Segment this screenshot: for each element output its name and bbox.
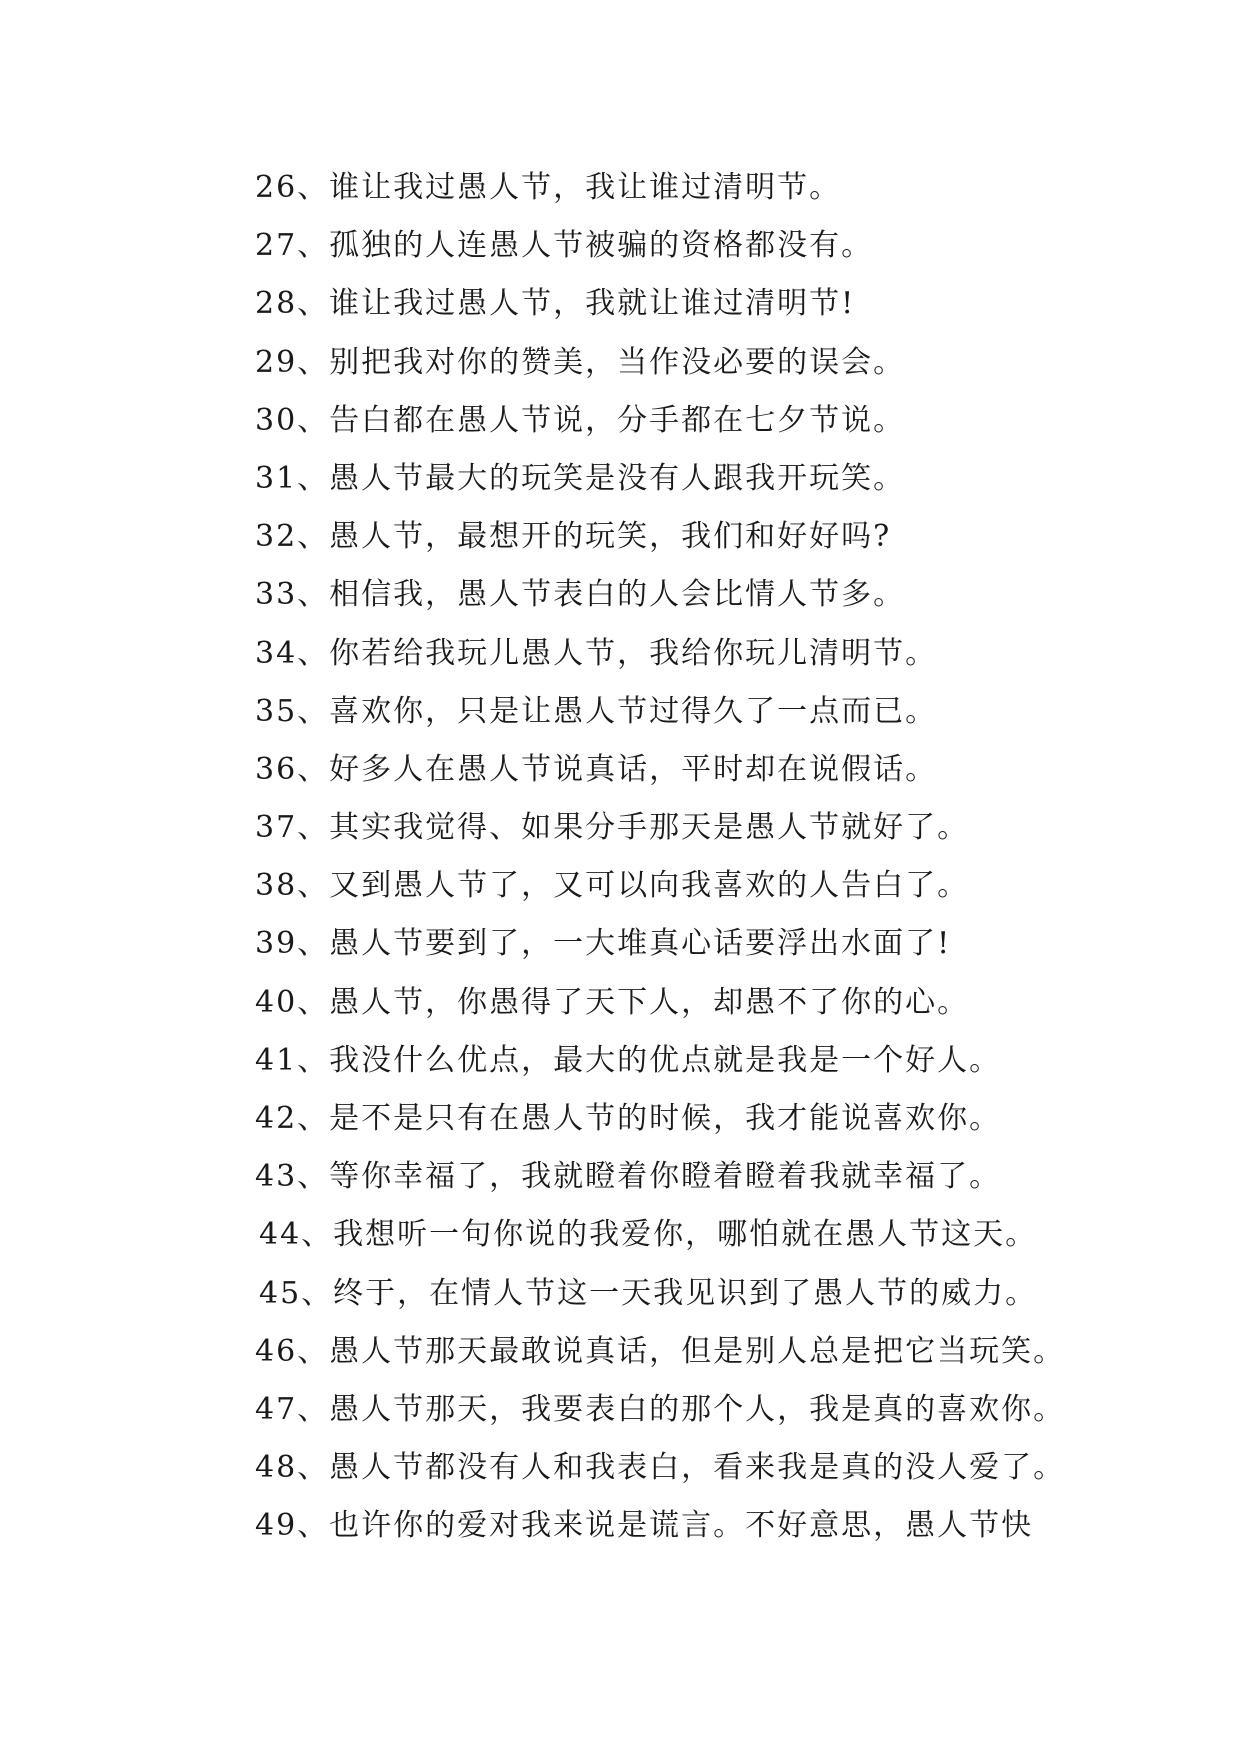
quote-list — [255, 159, 1065, 1556]
quote-line: 37、其实我觉得、如果分手那天是愚人节就好了。 — [255, 810, 970, 846]
quote-line: 32、愚人节，最想开的玩笑，我们和好好吗? — [255, 519, 892, 555]
quote-line: 34、你若给我玩儿愚人节，我给你玩儿清明节。 — [255, 635, 938, 671]
quote-line: 31、愚人节最大的玩笑是没有人跟我开玩笑。 — [255, 460, 906, 496]
quote-line: 42、是不是只有在愚人节的时候，我才能说喜欢你。 — [255, 1101, 1002, 1136]
quote-line: 36、好多人在愚人节说真话，平时却在说假话。 — [255, 751, 938, 787]
quote-line: 30、告白都在愚人节说，分手都在七夕节说。 — [255, 402, 906, 438]
quote-line: 40、愚人节，你愚得了天下人，却愚不了你的心。 — [255, 984, 970, 1020]
quote-line: 28、谁让我过愚人节，我就让谁过清明节! — [255, 286, 856, 322]
quote-line: 39、愚人节要到了，一大堆真心话要浮出水面了! — [255, 926, 952, 962]
quote-line: 35、喜欢你，只是让愚人节过得久了一点而已。 — [255, 693, 938, 729]
quote-line: 41、我没什么优点，最大的优点就是我是一个好人。 — [255, 1042, 1002, 1078]
quote-line: 44、我想听一句你说的我爱你，哪怕就在愚人节这天。 — [259, 1217, 1038, 1253]
quote-line: 26、谁让我过愚人节，我让谁过清明节。 — [255, 170, 842, 205]
quote-line: 47、愚人节那天，我要表白的那个人，我是真的喜欢你。 — [255, 1391, 1066, 1427]
quote-line: 46、愚人节那天最敢说真话，但是别人总是把它当玩笑。 — [255, 1333, 1066, 1369]
quote-line: 27、孤独的人连愚人节被骗的资格都没有。 — [255, 228, 874, 264]
quote-line: 29、别把我对你的赞美，当作没必要的误会。 — [255, 344, 906, 380]
quote-line: 49、也许你的爱对我来说是谎言。不好意思，愚人节快 — [255, 1508, 1034, 1544]
quote-line: 43、等你幸福了，我就瞪着你瞪着瞪着我就幸福了。 — [255, 1159, 1002, 1195]
quote-line: 45、终于，在情人节这一天我见识到了愚人节的威力。 — [259, 1275, 1038, 1311]
quote-line: 38、又到愚人节了，又可以向我喜欢的人告白了。 — [255, 868, 970, 904]
quote-line: 33、相信我，愚人节表白的人会比情人节多。 — [255, 577, 906, 613]
quote-line: 48、愚人节都没有人和我表白，看来我是真的没人爱了。 — [255, 1450, 1066, 1486]
